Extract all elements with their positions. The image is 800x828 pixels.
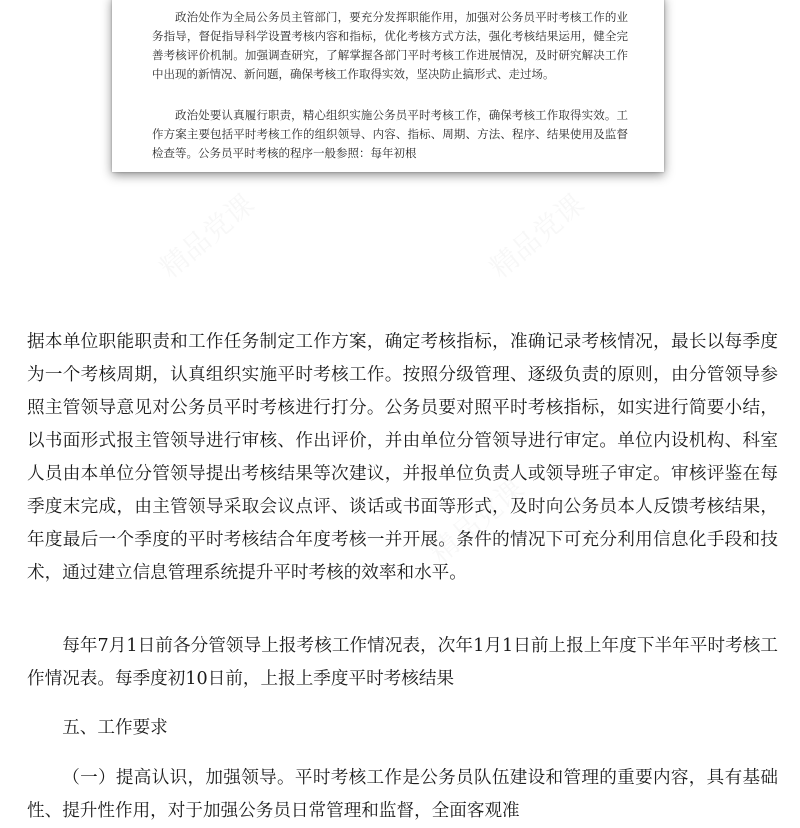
watermark: 精品党课: [153, 187, 261, 285]
body-paragraph-deadlines: 每年7月1日前各分管领导上报考核工作情况表，次年1月1日前上报上年度下半年平时考核工作情况表。每季度初10日前，上报上季度平时考核结果: [27, 636, 778, 689]
watermark: 精品党课: [423, 472, 531, 570]
section-heading-work-requirements: 五、工作要求: [62, 718, 168, 738]
preview-paragraph-1: 政治处作为全局公务员主管部门，要充分发挥职能作用，加强对公务员平时考核工作的业务指导，督促指导科学设置考核内容和指标，优化考核方式方法，强化考核结果运用，健全完善考核评价机制。加强调查研究，了解掌握各部门平时考核工作进展情况，及时研究解决工作中出现的新情况、新问题，确保考核工作取得实效，坚决防止搞形式、走过场。: [152, 10, 628, 81]
document-preview-card: [112, 0, 664, 172]
body-paragraph-leadership: （一）提高认识，加强领导。平时考核工作是公务员队伍建设和管理的重要内容，具有基础性、提升性作用，对于加强公务员日常管理和监督，全面客观准: [27, 768, 778, 821]
preview-paragraph-2: 政治处要认真履行职责，精心组织实施公务员平时考核工作，确保考核工作取得实效。工作方案主要包括平时考核工作的组织领导、内容、指标、周期、方法、程序、结果使用及监督检查等。公务员平时考核的程序一般参照：每年初根: [152, 108, 628, 160]
watermark: 精品党课: [483, 187, 591, 285]
body-paragraph-procedure: 据本单位职能职责和工作任务制定工作方案，确定考核指标，准确记录考核情况，最长以每季度为一个考核周期，认真组织实施平时考核工作。按照分级管理、逐级负责的原则，由分管领导参照主管领导意见对公务员平时考核进行打分。公务员要对照平时考核指标，如实进行简要小结，以书面形式报主管领导进行审核、作出评价，并由单位分管领导进行审定。单位内设机构、科室人员由本单位分管领导提出考核结果等次建议，并报单位负责人或领导班子审定。审核评鉴在每季度末完成，由主管领导采取会议点评、谈话或书面等形式，及时向公务员本人反馈考核结果，年度最后一个季度的平时考核结合年度考核一并开展。条件的情况下可充分利用信息化手段和技术，通过建立信息管理系统提升平时考核的效率和水平。: [27, 332, 778, 583]
